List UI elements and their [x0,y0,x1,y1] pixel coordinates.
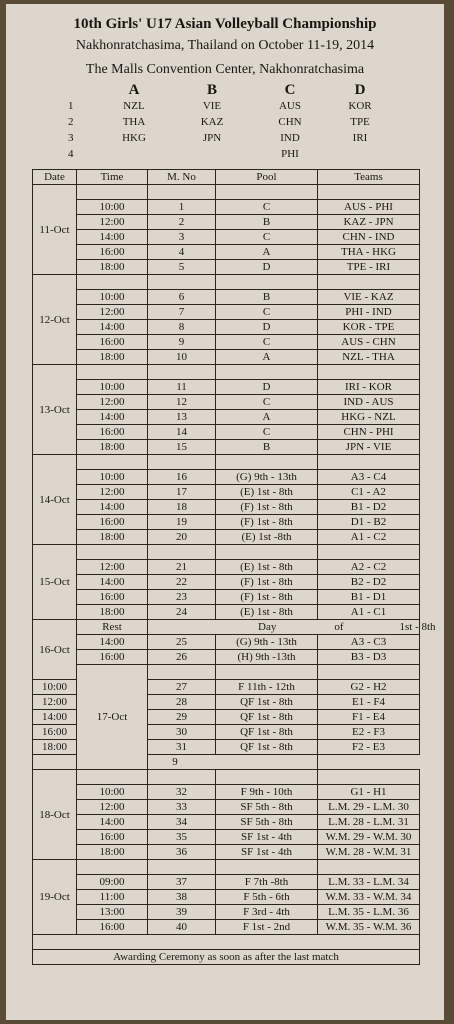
match-number: 10 [148,350,216,365]
note-row [33,755,420,770]
match-number: 37 [148,875,216,890]
match-pool: D [216,260,318,275]
spacer-row [33,185,420,200]
empty-cell [216,365,318,380]
empty-cell [148,860,216,875]
empty-cell [216,665,318,680]
match-time: 16:00 [77,920,148,935]
match-row [33,260,420,275]
match-time: 18:00 [77,605,148,620]
match-number: 8 [148,320,216,335]
match-time: 16:00 [33,725,77,740]
match-number: 13 [148,410,216,425]
empty-cell [318,275,420,290]
match-row [33,200,420,215]
match-pool: A [216,350,318,365]
spacer-row [33,665,420,680]
match-pool: SF 1st - 4th [216,830,318,845]
match-time: 12:00 [77,305,148,320]
match-row [33,905,420,920]
empty-cell [77,275,148,290]
page-title: 10th Girls' U17 Asian Volleyball Championship [73,16,377,32]
match-row [33,800,420,815]
match-pool: F 11th - 12th [216,680,318,695]
pool-header: D [354,82,366,98]
match-time: 12:00 [77,215,148,230]
empty-cell [318,545,420,560]
pool-team: PHI [281,148,299,160]
match-number: 30 [148,725,216,740]
match-row [33,470,420,485]
pool-slot-number: 3 [68,132,74,144]
match-number: 15 [148,440,216,455]
match-pool: (F) 1st - 8th [216,575,318,590]
match-row [33,530,420,545]
match-time: 18:00 [33,740,77,755]
spacer-row [33,860,420,875]
rest-day-word: Day [258,621,277,633]
match-time: 18:00 [77,440,148,455]
match-number: 9 [148,335,216,350]
match-number: 35 [148,830,216,845]
match-teams: E2 - F3 [318,725,420,740]
match-time: 16:00 [77,515,148,530]
match-number: 1 [148,200,216,215]
match-pool: F 7th -8th [216,875,318,890]
match-row [33,215,420,230]
match-teams: AUS - PHI [318,200,420,215]
match-time: 14:00 [77,635,148,650]
pool-team: NZL [123,100,145,112]
match-teams: PHI - IND [318,305,420,320]
match-row [33,575,420,590]
match-pool: D [216,380,318,395]
match-time: 14:00 [33,710,77,725]
pool-team: IND [280,132,300,144]
spacer-row [33,770,420,785]
match-row [33,830,420,845]
match-row [33,815,420,830]
match-teams: A2 - C2 [318,560,420,575]
table-header-row [33,170,420,185]
match-pool: (E) 1st - 8th [216,560,318,575]
match-pool: QF 1st - 8th [216,710,318,725]
match-teams: B1 - D1 [318,590,420,605]
match-row [33,500,420,515]
match-time: 14:00 [77,230,148,245]
match-number: 25 [148,635,216,650]
match-number: 26 [148,650,216,665]
match-pool: B [216,440,318,455]
match-row [33,425,420,440]
empty-cell [77,365,148,380]
match-number: 5 [148,260,216,275]
match-row [33,785,420,800]
match-pool: (G) 9th - 13th [216,635,318,650]
match-row [33,335,420,350]
match-teams: F1 - E4 [318,710,420,725]
match-pool: QF 1st - 8th [216,740,318,755]
empty-cell [77,185,148,200]
match-number: 33 [148,800,216,815]
match-time: 10:00 [77,785,148,800]
match-teams: L.M. 29 - L.M. 30 [318,800,420,815]
match-teams: CHN - IND [318,230,420,245]
match-teams: G1 - H1 [318,785,420,800]
match-number: 19 [148,515,216,530]
match-teams: IRI - KOR [318,380,420,395]
match-pool: (F) 1st - 8th [216,515,318,530]
match-time: 12:00 [77,485,148,500]
date-cell: 12-Oct [33,275,77,365]
match-number: 22 [148,575,216,590]
pool-header: B [206,82,217,98]
match-number: 34 [148,815,216,830]
match-teams: E1 - F4 [318,695,420,710]
match-time: 14:00 [77,815,148,830]
column-header: Teams [318,170,420,185]
match-pool: B [216,290,318,305]
date-cell: 11-Oct [33,185,77,275]
match-pool: (G) 9th - 13th [216,470,318,485]
match-pool: SF 1st - 4th [216,845,318,860]
match-pool: SF 5th - 8th [216,800,318,815]
match-row [33,845,420,860]
match-time: 10:00 [77,380,148,395]
match-number: 12 [148,395,216,410]
spacer-row [33,455,420,470]
match-teams: AUS - CHN [318,335,420,350]
match-pool: F 5th - 6th [216,890,318,905]
empty-cell [77,455,148,470]
match-number: 18 [148,500,216,515]
footer-row [33,950,420,965]
match-teams: A3 - C3 [318,635,420,650]
match-row [33,890,420,905]
match-pool: QF 1st - 8th [216,725,318,740]
pool-team: THA [122,116,146,128]
pool-team: KAZ [200,116,224,128]
match-time: 13:00 [77,905,148,920]
rest-label: Rest [77,620,148,635]
match-teams: W.M. 28 - W.M. 31 [318,845,420,860]
match-row [33,605,420,620]
match-teams: A1 - C2 [318,530,420,545]
match-teams: KOR - TPE [318,320,420,335]
match-teams: TPE - IRI [318,260,420,275]
match-teams: KAZ - JPN [318,215,420,230]
match-teams: NZL - THA [318,350,420,365]
empty-cell [77,770,148,785]
schedule-card [6,4,444,1020]
match-pool: C [216,230,318,245]
pool-team: VIE [202,100,222,112]
match-time: 16:00 [77,425,148,440]
match-number: 39 [148,905,216,920]
rest-range: 1st - 8th [399,621,436,633]
match-time: 18:00 [77,530,148,545]
pool-header: A [128,82,140,98]
match-teams: W.M. 29 - W.M. 30 [318,830,420,845]
match-teams: B2 - D2 [318,575,420,590]
match-time: 14:00 [77,320,148,335]
match-pool: F 1st - 2nd [216,920,318,935]
spacer-row [33,365,420,380]
match-number: 7 [148,305,216,320]
match-time: 16:00 [77,335,148,350]
note-cell: 9 [33,755,318,770]
match-teams: W.M. 35 - W.M. 36 [318,920,420,935]
empty-cell [148,545,216,560]
empty-cell [77,545,148,560]
match-time: 14:00 [77,500,148,515]
match-teams: IND - AUS [318,395,420,410]
pool-team: TPE [350,116,370,128]
match-number: 6 [148,290,216,305]
match-number: 17 [148,485,216,500]
match-pool: F 3rd - 4th [216,905,318,920]
pool-team: CHN [278,116,302,128]
match-number: 3 [148,230,216,245]
match-row [33,290,420,305]
match-pool: (E) 1st - 8th [216,605,318,620]
match-pool: (E) 1st - 8th [216,485,318,500]
match-teams: F2 - E3 [318,740,420,755]
pool-team: IRI [352,132,368,144]
match-time: 10:00 [77,470,148,485]
match-number: 23 [148,590,216,605]
date-cell: 19-Oct [33,860,77,935]
match-row [33,515,420,530]
match-teams: G2 - H2 [318,680,420,695]
match-time: 12:00 [77,800,148,815]
match-number: 27 [148,680,216,695]
empty-cell [216,185,318,200]
empty-cell [318,455,420,470]
empty-cell [318,365,420,380]
match-pool: A [216,245,318,260]
empty-cell [318,665,420,680]
match-time: 16:00 [77,245,148,260]
pool-slot-number: 4 [68,148,74,160]
match-pool: QF 1st - 8th [216,695,318,710]
match-teams: A3 - C4 [318,470,420,485]
empty-cell [77,860,148,875]
match-row [33,560,420,575]
match-time: 18:00 [77,260,148,275]
match-pool: B [216,215,318,230]
match-row [33,350,420,365]
empty-cell [148,365,216,380]
match-teams: HKG - NZL [318,410,420,425]
match-time: 18:00 [77,845,148,860]
match-teams: VIE - KAZ [318,290,420,305]
column-header: M. No [148,170,216,185]
empty-cell [216,545,318,560]
match-teams: C1 - A2 [318,485,420,500]
empty-cell [216,455,318,470]
match-time: 10:00 [33,680,77,695]
column-header: Date [33,170,77,185]
match-time: 10:00 [77,200,148,215]
match-number: 24 [148,605,216,620]
empty-cell [318,770,420,785]
match-pool: F 9th - 10th [216,785,318,800]
schedule-table [32,169,436,965]
match-pool: SF 5th - 8th [216,815,318,830]
date-cell: 16-Oct [33,620,77,680]
match-pool: D [216,320,318,335]
match-time: 09:00 [77,875,148,890]
date-cell: 13-Oct [33,365,77,455]
rest-of-word: of [334,621,344,633]
rest-day-text [148,620,436,635]
column-header: Pool [216,170,318,185]
match-number: 36 [148,845,216,860]
empty-cell [148,275,216,290]
match-pool: A [216,410,318,425]
empty-cell [33,935,420,950]
match-number: 29 [148,710,216,725]
match-time: 16:00 [77,650,148,665]
match-row [33,230,420,245]
match-row [33,650,420,665]
spacer-row [33,545,420,560]
match-number: 20 [148,530,216,545]
match-row [33,440,420,455]
pool-team: KOR [348,100,372,112]
match-number: 38 [148,890,216,905]
match-time: 10:00 [77,290,148,305]
match-teams: A1 - C1 [318,605,420,620]
spacer-row [33,275,420,290]
date-cell: 18-Oct [33,770,77,860]
match-time: 16:00 [77,830,148,845]
match-pool: (F) 1st - 8th [216,590,318,605]
spacer-row [33,935,420,950]
match-pool: (H) 9th -13th [216,650,318,665]
match-row [33,410,420,425]
pool-slot-number: 1 [68,100,74,112]
column-header: Time [77,170,148,185]
empty-cell [216,860,318,875]
match-time: 14:00 [77,575,148,590]
match-number: 21 [148,560,216,575]
empty-cell [318,185,420,200]
match-row [33,395,420,410]
pool-slot-number: 2 [68,116,74,128]
pool-team: HKG [122,132,146,144]
match-row [33,635,420,650]
match-number: 31 [148,740,216,755]
match-row [33,380,420,395]
awarding-ceremony-note: Awarding Ceremony as soon as after the last match [33,950,420,965]
match-number: 2 [148,215,216,230]
match-row [33,920,420,935]
date-cell: 14-Oct [33,455,77,545]
rest-day-row [33,620,420,635]
match-number: 32 [148,785,216,800]
pool-team: JPN [202,132,222,144]
match-teams: JPN - VIE [318,440,420,455]
match-row [33,590,420,605]
pool-header: C [284,82,296,98]
match-time: 14:00 [77,410,148,425]
date-cell: 17-Oct [77,665,148,770]
match-number: 14 [148,425,216,440]
match-time: 11:00 [77,890,148,905]
empty-cell [148,455,216,470]
match-time: 16:00 [77,590,148,605]
match-teams: L.M. 33 - L.M. 34 [318,875,420,890]
match-teams: B1 - D2 [318,500,420,515]
match-number: 11 [148,380,216,395]
match-row [33,305,420,320]
match-row [33,485,420,500]
match-number: 16 [148,470,216,485]
match-teams: CHN - PHI [318,425,420,440]
match-pool: C [216,425,318,440]
date-cell: 15-Oct [33,545,77,620]
match-pool: (F) 1st - 8th [216,500,318,515]
match-number: 28 [148,695,216,710]
match-row [33,875,420,890]
match-time: 12:00 [77,560,148,575]
empty-cell [216,275,318,290]
match-teams: L.M. 35 - L.M. 36 [318,905,420,920]
empty-cell [148,665,216,680]
match-time: 12:00 [33,695,77,710]
match-number: 4 [148,245,216,260]
match-teams: THA - HKG [318,245,420,260]
match-number: 40 [148,920,216,935]
match-row [33,245,420,260]
match-pool: C [216,200,318,215]
match-teams: L.M. 28 - L.M. 31 [318,815,420,830]
empty-cell [148,770,216,785]
empty-cell [318,860,420,875]
match-row [33,320,420,335]
match-pool: (E) 1st -8th [216,530,318,545]
empty-cell [216,770,318,785]
match-pool: C [216,305,318,320]
event-location-dates: Nakhonratchasima, Thailand on October 11-19, 2014 [75,38,375,53]
venue: The Malls Convention Center, Nakhonratchasima [85,62,365,77]
match-teams: B3 - D3 [318,650,420,665]
pool-team: AUS [278,100,301,112]
empty-cell [148,185,216,200]
match-time: 12:00 [77,395,148,410]
match-time: 18:00 [77,350,148,365]
match-teams: W.M. 33 - W.M. 34 [318,890,420,905]
match-teams: D1 - B2 [318,515,420,530]
match-pool: C [216,335,318,350]
match-pool: C [216,395,318,410]
